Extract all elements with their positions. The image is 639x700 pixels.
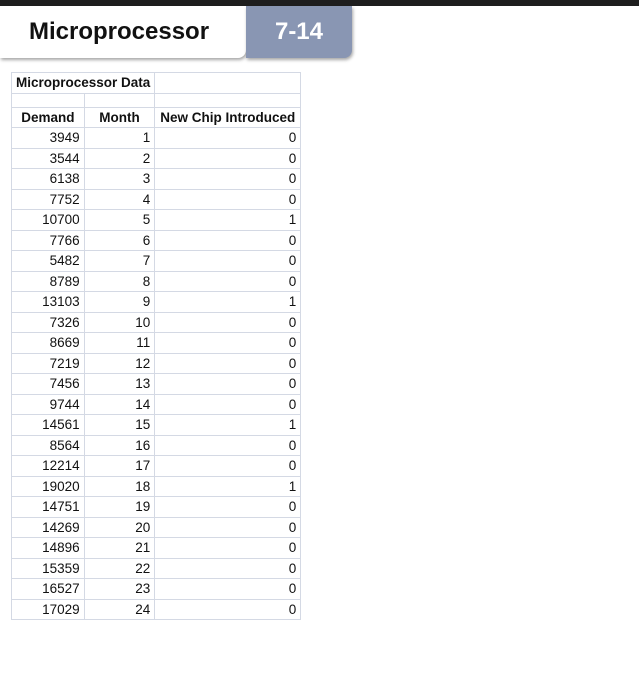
table-row	[12, 435, 301, 456]
demand-cell: 7766	[12, 230, 85, 251]
table-row	[12, 517, 301, 538]
table-row	[12, 312, 301, 333]
month-cell: 22	[84, 558, 155, 579]
month-cell: 21	[84, 538, 155, 559]
month-cell: 2	[84, 148, 155, 169]
month-cell: 16	[84, 435, 155, 456]
new-chip-cell: 0	[155, 189, 301, 210]
demand-cell: 7456	[12, 374, 85, 395]
demand-cell: 3544	[12, 148, 85, 169]
month-cell: 5	[84, 210, 155, 231]
data-table	[11, 72, 301, 620]
demand-cell: 7219	[12, 353, 85, 374]
table-row	[12, 251, 301, 272]
demand-cell: 12214	[12, 456, 85, 477]
month-cell: 9	[84, 292, 155, 313]
demand-cell: 14561	[12, 415, 85, 436]
table-row	[12, 456, 301, 477]
column-header-month: Month	[84, 107, 155, 128]
demand-cell: 10700	[12, 210, 85, 231]
section-number-tab	[246, 6, 352, 58]
month-cell: 23	[84, 579, 155, 600]
month-cell: 6	[84, 230, 155, 251]
new-chip-cell: 0	[155, 251, 301, 272]
spacer-row	[12, 93, 301, 107]
new-chip-cell: 1	[155, 415, 301, 436]
new-chip-cell: 0	[155, 312, 301, 333]
table-row	[12, 148, 301, 169]
new-chip-cell: 0	[155, 538, 301, 559]
table-row	[12, 128, 301, 149]
demand-cell: 15359	[12, 558, 85, 579]
demand-cell: 6138	[12, 169, 85, 190]
demand-cell: 8564	[12, 435, 85, 456]
month-cell: 8	[84, 271, 155, 292]
new-chip-cell: 0	[155, 353, 301, 374]
table-row	[12, 497, 301, 518]
table-row	[12, 558, 301, 579]
table-row	[12, 271, 301, 292]
table-row	[12, 579, 301, 600]
header-row	[12, 107, 301, 128]
table-row	[12, 394, 301, 415]
table-row	[12, 415, 301, 436]
new-chip-cell: 0	[155, 599, 301, 620]
month-cell: 3	[84, 169, 155, 190]
table-row	[12, 476, 301, 497]
empty-cell	[155, 93, 301, 107]
table-caption: Microprocessor Data	[12, 73, 155, 94]
month-cell: 1	[84, 128, 155, 149]
new-chip-cell: 0	[155, 579, 301, 600]
column-header-demand: Demand	[12, 107, 85, 128]
caption-row	[12, 73, 301, 94]
new-chip-cell: 0	[155, 169, 301, 190]
month-cell: 10	[84, 312, 155, 333]
new-chip-cell: 0	[155, 333, 301, 354]
demand-cell: 8669	[12, 333, 85, 354]
demand-cell: 13103	[12, 292, 85, 313]
month-cell: 4	[84, 189, 155, 210]
new-chip-cell: 0	[155, 128, 301, 149]
table-row	[12, 333, 301, 354]
month-cell: 7	[84, 251, 155, 272]
new-chip-cell: 0	[155, 148, 301, 169]
new-chip-cell: 0	[155, 558, 301, 579]
new-chip-cell: 0	[155, 435, 301, 456]
new-chip-cell: 0	[155, 497, 301, 518]
title-tab	[0, 6, 246, 58]
empty-cell	[155, 73, 301, 94]
new-chip-cell: 1	[155, 476, 301, 497]
month-cell: 13	[84, 374, 155, 395]
table-row	[12, 538, 301, 559]
table-row	[12, 374, 301, 395]
empty-cell	[84, 93, 155, 107]
new-chip-cell: 0	[155, 517, 301, 538]
page-title: Microprocessor	[29, 18, 210, 45]
month-cell: 14	[84, 394, 155, 415]
table-row	[12, 292, 301, 313]
new-chip-cell: 1	[155, 292, 301, 313]
empty-cell	[12, 93, 85, 107]
month-cell: 18	[84, 476, 155, 497]
column-header-new-chip: New Chip Introduced	[155, 107, 301, 128]
demand-cell: 14896	[12, 538, 85, 559]
new-chip-cell: 0	[155, 230, 301, 251]
demand-cell: 16527	[12, 579, 85, 600]
new-chip-cell: 0	[155, 456, 301, 477]
table-row	[12, 210, 301, 231]
new-chip-cell: 0	[155, 374, 301, 395]
table-row	[12, 230, 301, 251]
new-chip-cell: 1	[155, 210, 301, 231]
table-row	[12, 189, 301, 210]
demand-cell: 14269	[12, 517, 85, 538]
demand-cell: 5482	[12, 251, 85, 272]
section-number: 7-14	[274, 18, 324, 45]
demand-cell: 8789	[12, 271, 85, 292]
month-cell: 17	[84, 456, 155, 477]
month-cell: 11	[84, 333, 155, 354]
table-row	[12, 169, 301, 190]
demand-cell: 9744	[12, 394, 85, 415]
demand-cell: 3949	[12, 128, 85, 149]
month-cell: 24	[84, 599, 155, 620]
table-row	[12, 353, 301, 374]
month-cell: 12	[84, 353, 155, 374]
new-chip-cell: 0	[155, 394, 301, 415]
month-cell: 20	[84, 517, 155, 538]
demand-cell: 19020	[12, 476, 85, 497]
month-cell: 19	[84, 497, 155, 518]
demand-cell: 14751	[12, 497, 85, 518]
demand-cell: 17029	[12, 599, 85, 620]
new-chip-cell: 0	[155, 271, 301, 292]
table-row	[12, 599, 301, 620]
demand-cell: 7326	[12, 312, 85, 333]
month-cell: 15	[84, 415, 155, 436]
demand-cell: 7752	[12, 189, 85, 210]
